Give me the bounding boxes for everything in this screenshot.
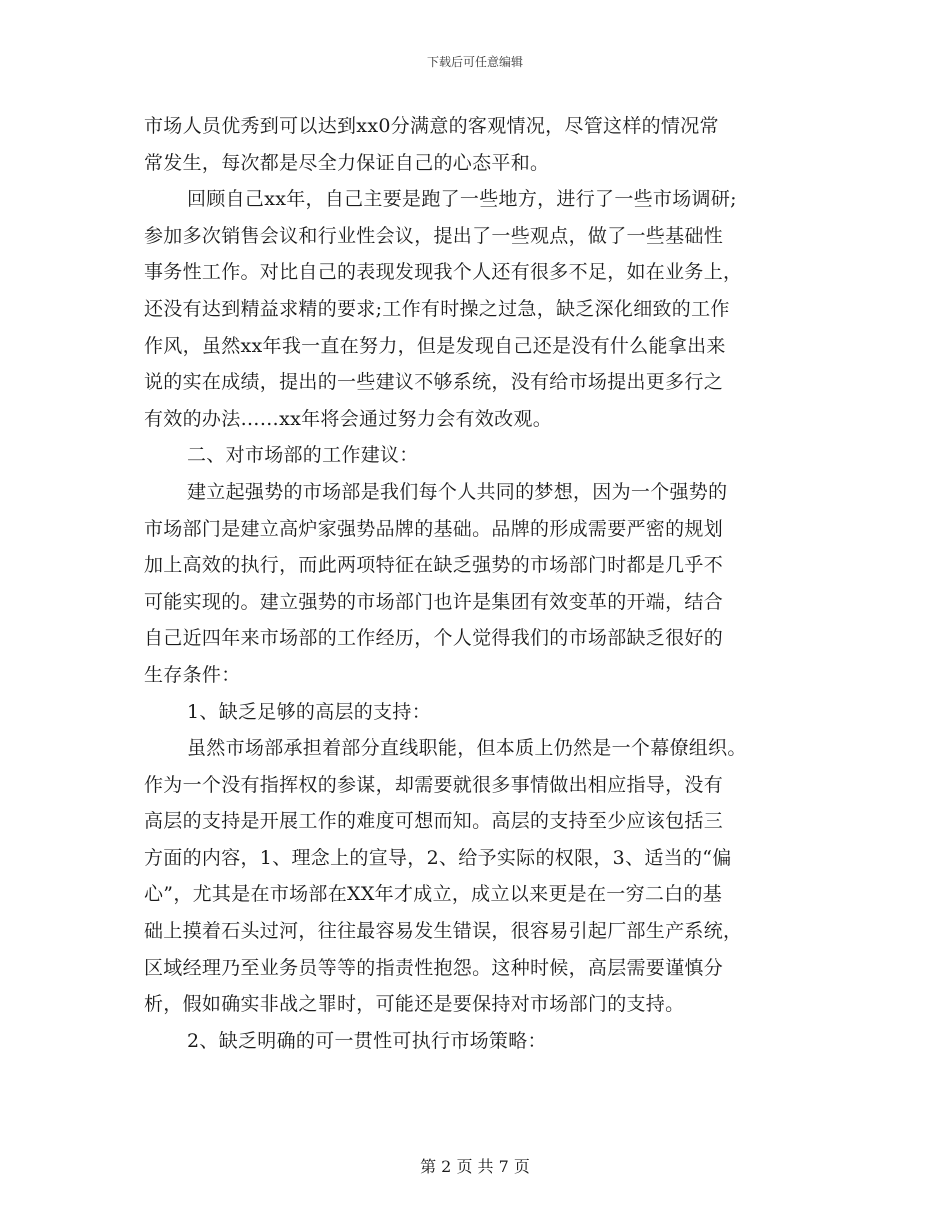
text-line: 自己近四年来市场部的工作经历，个人觉得我们的市场部缺乏很好的: [144, 627, 724, 650]
text-line: 二、对市场部的工作建议：: [187, 444, 419, 467]
text-line: 有效的办法……xx年将会通过努力会有效改观。: [144, 407, 553, 430]
text-line: 常发生，每次都是尽全力保证自己的心态平和。: [144, 151, 550, 174]
text-line: 市场部门是建立高炉家强势品牌的基础。品牌的形成需要严密的规划: [144, 517, 724, 540]
text-line: 可能实现的。建立强势的市场部门也许是集团有效变革的开端，结合: [144, 590, 724, 613]
document-body: [144, 108, 814, 1059]
text-line: 心”，尤其是在市场部在XX年才成立，成立以来更是在一穷二白的基: [144, 883, 723, 906]
text-line: 1、缺乏足够的高层的支持：: [187, 700, 431, 723]
page-footer: 第 2 页 共 7 页: [420, 1157, 530, 1176]
text-line: 2、缺乏明确的可一贯性可执行市场策略：: [187, 1029, 547, 1052]
text-line: 参加多次销售会议和行业性会议，提出了一些观点，做了一些基础性: [144, 224, 724, 247]
text-line: 市场人员优秀到可以达到xx0分满意的客观情况，尽管这样的情况常: [144, 115, 719, 137]
page-header: 下载后可任意编辑: [426, 55, 523, 69]
text-line: 还没有达到精益求精的要求;工作有时操之过急，缺乏深化细致的工作: [144, 297, 730, 320]
text-line: 析，假如确实非战之罪时，可能还是要保持对市场部门的支持。: [144, 993, 685, 1016]
text-line: 说的实在成绩，提出的一些建议不够系统，没有给市场提出更多行之: [144, 371, 724, 394]
text-line: 回顾自己xx年，自己主要是跑了一些地方，进行了一些市场调研;: [187, 188, 737, 211]
text-line: 生存条件：: [144, 663, 241, 686]
text-line: 高层的支持是开展工作的难度可想而知。高层的支持至少应该包括三: [144, 810, 724, 833]
text-line: 事务性工作。对比自己的表现发现我个人还有很多不足，如在业务上，: [144, 261, 743, 284]
text-line: 加上高效的执行，而此两项特征在缺乏强势的市场部门时都是几乎不: [144, 554, 724, 577]
text-line: 础上摸着石头过河，往往最容易发生错误，很容易引起厂部生产系统，: [144, 920, 743, 943]
text-line: 作为一个没有指挥权的参谋，却需要就很多事情做出相应指导，没有: [144, 773, 724, 796]
text-line: 作风，虽然xx年我一直在努力，但是发现自己还是没有什么能拿出来: [144, 334, 726, 357]
text-line: 区域经理乃至业务员等等的指责性抱怨。这种时候，高层需要谨慎分: [144, 956, 724, 979]
text-line: 虽然市场部承担着部分直线职能，但本质上仍然是一个幕僚组织。: [187, 737, 747, 760]
text-line: 方面的内容，1、理念上的宣导，2、给予实际的权限，3、适当的“偏: [144, 846, 732, 869]
text-line: 建立起强势的市场部是我们每个人共同的梦想，因为一个强势的: [187, 480, 728, 503]
